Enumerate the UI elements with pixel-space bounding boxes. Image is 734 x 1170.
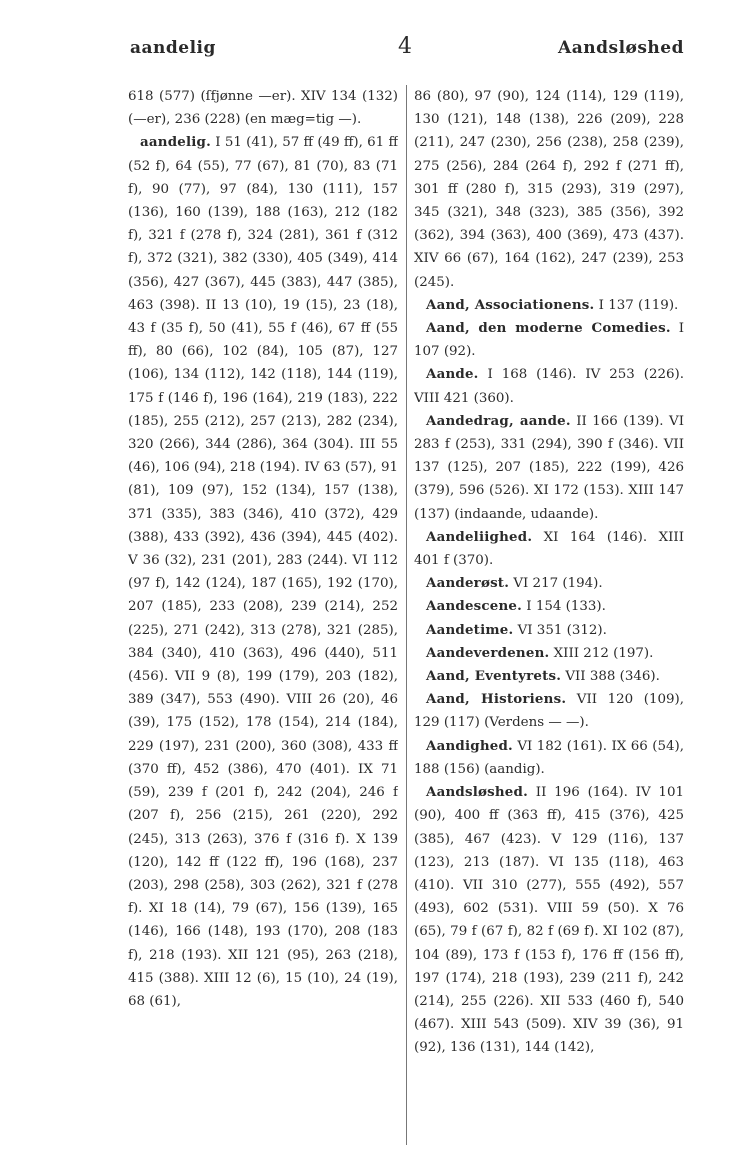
entry-references: VI 351 (312). [517,622,607,638]
entry-headword: Aand, Historiens. [426,691,567,708]
entry-references: VI 182 (161). IX 66 (54), 188 (156) (aandig). [414,738,684,777]
entry-headword: Aandeverdenen. [426,644,550,661]
entry-headword: Aandescene. [426,598,523,615]
entry-headword: Aand, Associationens. [426,296,595,313]
entry-headword: Aandeliighed. [426,528,533,545]
left-column [128,85,398,1155]
page-header [0,34,734,64]
entry-headword: Aandsløshed. [426,784,528,801]
index-entry [414,595,684,618]
index-entry [414,688,684,734]
entry-headword: Aandighed. [426,737,513,754]
entry-headword: Aandetime. [426,621,514,638]
index-entry [414,294,684,317]
entry-references: I 154 (133). [526,599,606,615]
index-entry [414,735,684,781]
index-entry [414,642,684,665]
running-head-right: Aandsløshed [558,38,684,58]
index-entry [414,363,684,409]
entry-references: XIII 212 (197). [553,645,654,661]
entry-references: I 107 (92). [414,321,684,360]
entry-references: 618 (577) (ſfjønne —er). XIV 134 (132) (—er), 236 (228) (en mæg=tig —). [128,89,398,128]
index-entry [414,619,684,642]
page-number: 4 [398,34,412,59]
entry-references: II 196 (164). IV 101 (90), 400 ff (363 ff), 415 (376), 425 (385), 467 (423). V 129 (116), 137 (123), 213 (187). VI 135 (118), 463 (410). VII 310 (277), 555 (492), 557 (493), 602 (531). VIII 59 (50). X 76 (65), 79 f (67 f), 82 f (69 f). XI 102 (87), 104 (89), 173 f (153 f), 176 ff (156 ff), 197 (174), 218 (193), 239 (211 f), 242 (214), 255 (226). XII 533 (460 f), 540 (467). XIII 543 (509). XIV 39 (36), 91 (92), 136 (131), 144 (142), [414,785,684,1056]
index-entry [128,131,398,1013]
running-head-left: aandelig [130,38,216,58]
entry-references: II 166 (139). VI 283 f (253), 331 (294), 390 f (346). VII 137 (125), 207 (185), 222 (199), 426 (379), 596 (526). XI 172 (153). XIII 147 (137) (indaande, udaande). [414,413,684,522]
entry-headword: aandelig. [140,134,211,151]
index-continuation [414,85,684,294]
entry-headword: Aandedrag, aande. [426,412,571,429]
index-entry [414,572,684,595]
entry-headword: Aanderøst. [426,575,510,592]
entry-references: I 137 (119). [598,297,679,313]
index-entry [414,317,684,363]
entry-references: I 51 (41), 57 ff (49 ff), 61 ff (52 f), 64 (55), 77 (67), 81 (70), 83 (71 f), 90 (77), 97 (84), 130 (111), 157 (136), 160 (139), 188 (163), 212 (182 f), 321 f (278 f), 324 (281), 361 f (312 f), 372 (321), 382 (330), 405 (349), 414 (356), 427 (367), 445 (383), 447 (385), 463 (398). II 13 (10), 19 (15), 23 (18), 43 f (35 f), 50 (41), 55 f (46), 67 ff (55 ff), 80 (66), 102 (84), 105 (87), 127 (106), 134 (112), 142 (118), 144 (119), 175 f (146 f), 196 (164), 219 (183), 222 (185), 255 (212), 257 (213), 282 (234), 320 (266), 344 (286), 364 (304). III 55 (46), 106 (94), 218 (194). IV 63 (57), 91 (81), 109 (97), 152 (134), 157 (138), 371 (335), 383 (346), 410 (372), 429 (388), 433 (392), 436 (394), 445 (402). V 36 (32), 231 (201), 283 (244). VI 112 (97 f), 142 (124), 187 (165), 192 (170), 207 (185), 233 (208), 239 (214), 252 (225), 271 (242), 313 (278), 321 (285), 384 (340), 410 (363), 496 (440), 511 (456). VII 9 (8), 199 (179), 203 (182), 389 (347), 553 (490). VIII 26 (20), 46 (39), 175 (152), 178 (154), 214 (184), 229 (197), 231 (200), 360 (308), 433 ff (370 ff), 452 (386), 470 (401). IX 71 (59), 239 f (201 f), 242 (204), 246 f (207 f), 256 (215), 261 (220), 292 (245), 313 (263), 376 f (316 f). X 139 (120), 142 ff (122 ff), 196 (168), 237 (203), 298 (258), 303 (262), 321 f (278 f). XI 18 (14), 79 (67), 156 (139), 165 (146), 166 (148), 193 (170), 208 (183 f), 218 (193). XII 121 (95), 263 (218), 415 (388). XIII 12 (6), 15 (10), 24 (19), 68 (61), [128,135,398,1009]
entry-references: 86 (80), 97 (90), 124 (114), 129 (119), 130 (121), 148 (138), 226 (209), 228 (211), 247 (230), 256 (238), 258 (239), 275 (256), 284 (264 f), 292 f (271 ff), 301 ff (280 f), 315 (293), 319 (297), 345 (321), 348 (323), 385 (356), 392 (362), 394 (363), 400 (369), 473 (437). XIV 66 (67), 164 (162), 247 (239), 253 (245). [414,89,684,290]
column-divider [406,85,407,1145]
index-entry [414,410,684,526]
index-continuation [128,85,398,131]
entry-headword: Aand, den moderne Comedies. [426,320,671,337]
index-entry [414,665,684,688]
entry-headword: Aand, Eventyrets. [426,668,562,685]
entry-headword: Aande. [426,366,479,383]
right-column [414,85,684,1155]
entry-references: VII 388 (346). [565,669,660,685]
entry-references: VI 217 (194). [513,576,603,592]
entry-references: I 168 (146). IV 253 (226). VIII 421 (360). [414,367,684,406]
index-entry [414,781,684,1059]
entry-references: XI 164 (146). XIII 401 f (370). [414,529,684,569]
index-entry [414,526,684,572]
entry-references: VII 120 (109), 129 (117) (Verdens — —). [414,692,684,731]
